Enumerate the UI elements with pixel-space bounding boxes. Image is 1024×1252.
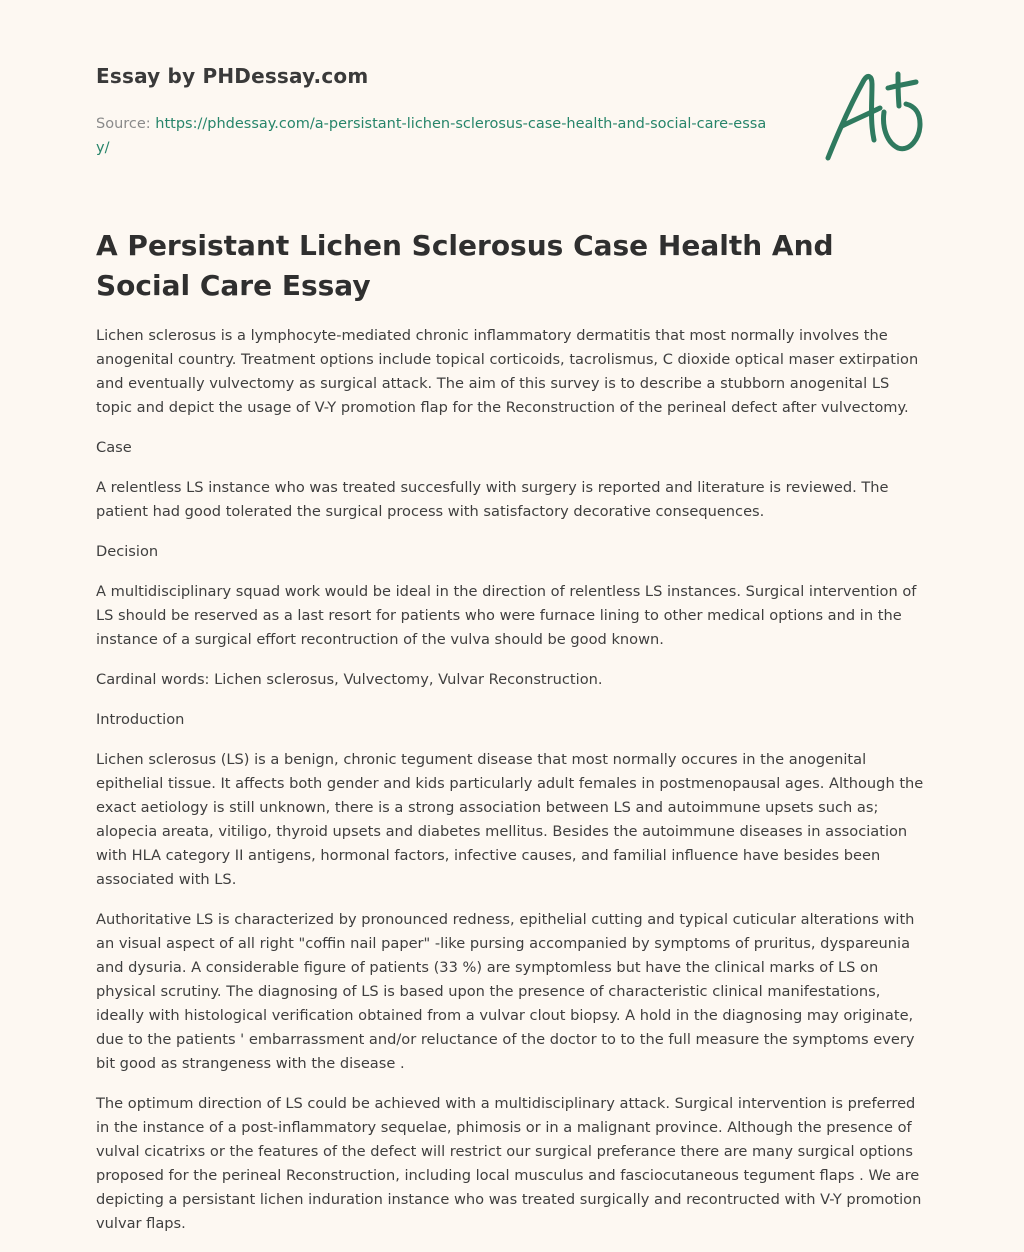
paragraph-intro-3: The optimum direction of LS could be achieved with a multidisciplinary attack. Surgical intervention is preferred in the instance of a post-inflammatory sequelae, phimosis or in a malignant province. Although the presence of vulval cicatrixs or the features of the defect will restrict our surgical preferance there are many surgical options proposed for the perineal Reconstruction, including local musculus and fasciocutaneous tegument flaps . We are depicting a persistant lichen induration instance who was treated surgically and recontructed with V-Y promotion vulvar flaps. [96,1095,922,1232]
section-heading-decision: Decision [96,543,159,560]
source-label: Source: [96,116,156,132]
paragraph-intro-1: Lichen sclerosus (LS) is a benign, chronic tegument disease that most normally occures in the anogenital epithelial tissue. It affects both gender and kids particularly adult females in postmenopausal ages. Although the exact aetiology is still unknown, there is a strong association between LS and autoimmune upsets such as; alopecia areata, vitiligo, thyroid upsets and diabetes mellitus. Besides the autoimmune diseases in association with HLA category II antigens, hormonal factors, infective causes, and familial influence have besides been associated with LS. [96,751,924,888]
a-plus-logo-icon [820,68,928,164]
source-line [96,112,776,160]
source-link[interactable]: https://phdessay.com/a-persistant-lichen-sclerosus-case-health-and-social-care-essay/ [96,116,767,156]
essay-body [96,324,928,1252]
site-title: Essay by PHDessay.com [96,64,369,88]
essay-title: A Persistant Lichen Sclerosus Case Health And Social Care Essay [96,229,834,302]
section-heading-case: Case [96,439,132,456]
paragraph-intro-2: Authoritative LS is characterized by pronounced redness, epithelial cutting and typical cuticular alterations with an visual aspect of all right "coffin nail paper" -like pursing accompanied by symptoms of pruritus, dyspareunia and dysuria. A considerable figure of patients (33 %) are symptomless but have the clinical marks of LS on physical scrutiny. The diagnosing of LS is based upon the presence of characteristic clinical manifestations, ideally with histological verification obtained from a vulvar clout biopsy. A hold in the diagnosing may originate, due to the patients ' embarrassment and/or reluctance of the doctor to to the full measure the symptoms every bit good as strangeness with the disease . [96,911,915,1072]
paragraph-keywords: Cardinal words: Lichen sclerosus, Vulvectomy, Vulvar Reconstruction. [96,671,603,688]
paragraph-decision: A multidisciplinary squad work would be ideal in the direction of relentless LS instances. Surgical intervention of LS should be reserved as a last resort for patients who were furnace lining to other medical options and in the instance of a surgical effort recontruction of the vulva should be good known. [96,583,917,648]
section-heading-introduction: Introduction [96,711,185,728]
paragraph-abstract: Lichen sclerosus is a lymphocyte-mediated chronic inflammatory dermatitis that most normally involves the anogenital country. Treatment options include topical corticoids, tacrolismus, C dioxide optical maser extirpation and eventually vulvectomy as surgical attack. The aim of this survey is to describe a stubborn anogenital LS topic and depict the usage of V-Y promotion flap for the Reconstruction of the perineal defect after vulvectomy. [96,327,919,416]
paragraph-case: A relentless LS instance who was treated succesfully with surgery is reported and literature is reviewed. The patient had good tolerated the surgical process with satisfactory decorative consequences. [96,479,889,520]
